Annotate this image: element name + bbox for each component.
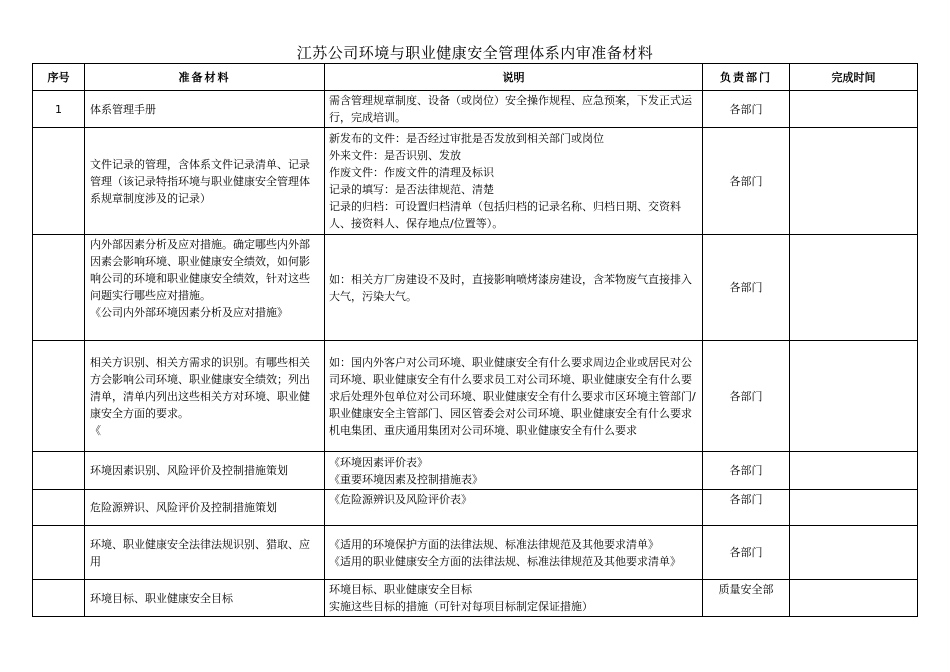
row-done-time: [790, 235, 918, 341]
row-material: [85, 452, 325, 490]
row-seq: [33, 526, 85, 580]
row-material: [85, 91, 325, 128]
description-line: 《适用的职业健康安全方面的法律法规、标准法律规范及其他要求清单》: [329, 554, 681, 568]
description-line: 记录的填写：是否法律规范、清楚: [329, 183, 494, 196]
header-row: [33, 64, 918, 91]
row-seq: [33, 452, 85, 490]
row-seq: [33, 490, 85, 526]
row-done-time: [790, 128, 918, 235]
row-done-time: [790, 580, 918, 617]
page-title: 江苏公司环境与职业健康安全管理体系内审准备材料: [296, 44, 654, 62]
row-done-time: [790, 526, 918, 580]
description-line: 《危险源辨识及风险评价表》: [329, 493, 472, 506]
table-row: [33, 580, 918, 617]
header-material: 准备材料: [85, 64, 325, 91]
row-done-time: [790, 452, 918, 490]
material-line: 危险源辨识、风险评价及控制措施策划: [90, 501, 277, 514]
header-seq: 序号: [33, 64, 85, 91]
material-line: 相关方识别、相关方需求的识别。有哪些相关方会影响公司环境、职业健康安全绩效；列出清单，清单内列出这些相关方对环境、职业健康安全方面的要求。: [90, 355, 310, 420]
description-line: 需含管理规章制度、设备（或岗位）安全操作规程、应急预案，下发正式运行，完成培训。: [329, 94, 692, 124]
header-done-time: 完成时间: [790, 64, 918, 91]
materials-table: [32, 63, 918, 617]
table-row: [33, 526, 918, 580]
row-description: [325, 490, 703, 526]
material-line: 文件记录的管理，含体系文件记录清单、记录管理（该记录特指环境与职业健康安全管理体系规章制度涉及的记录）: [90, 157, 310, 205]
row-dept: 各部门: [703, 128, 790, 235]
table-row: [33, 91, 918, 128]
material-line: 环境目标、职业健康安全目标: [90, 591, 233, 605]
row-material: [85, 490, 325, 526]
row-seq: [33, 235, 85, 341]
description-line: 如：国内外客户对公司环境、职业健康安全有什么要求周边企业或居民对公司环境、职业健康安全有什么要求员工对公司环境、职业健康安全有什么要求后处理外包单位对公司环境、职业健康安全有什么要求市区环境主管部门/职业健康安全主管部门、园区管委会对公司环境、职业健康安全有什么要求机电集团、重庆通用集团对公司环境、职业健康安全有什么要求: [329, 355, 696, 437]
material-line: 《: [90, 423, 101, 437]
row-material: [85, 526, 325, 580]
row-done-time: [790, 91, 918, 128]
row-seq: [33, 128, 85, 235]
description-line: 实施这些目标的措施（可针对每项目标制定保证措施）: [329, 600, 593, 613]
row-seq: 1: [33, 91, 85, 128]
row-material: [85, 128, 325, 235]
table-row: [33, 128, 918, 235]
row-description: [325, 526, 703, 580]
header-description: 说明: [325, 64, 703, 91]
table-row: [33, 341, 918, 452]
row-dept: 各部门: [703, 490, 790, 526]
row-material: [85, 580, 325, 617]
description-line: 记录的归档：可设置归档清单（包括归档的记录名称、归档日期、交资料人、接资料人、保存地点/位置等）。: [329, 200, 681, 230]
row-description: [325, 91, 703, 128]
material-line: 体系管理手册: [90, 102, 156, 116]
row-dept: 各部门: [703, 341, 790, 452]
row-dept: 各部门: [703, 235, 790, 341]
description-line: 外来文件：是否识别、发放: [329, 149, 461, 162]
row-material: [85, 235, 325, 341]
row-seq: [33, 341, 85, 452]
description-line: 新发布的文件：是否经过审批是否发放到相关部门或岗位: [329, 132, 604, 145]
row-dept: 各部门: [703, 91, 790, 128]
row-done-time: [790, 341, 918, 452]
row-description: [325, 452, 703, 490]
row-description: [325, 128, 703, 235]
description-line: 《适用的环境保护方面的法律法规、标准法律规范及其他要求清单》: [329, 537, 659, 551]
material-line: 《公司内外部环境因素分析及应对措施》: [90, 306, 288, 319]
row-dept: 质量安全部: [703, 580, 790, 617]
description-line: 《重要环境因素及控制措施表》: [329, 472, 483, 486]
row-dept: 各部门: [703, 452, 790, 490]
table-row: [33, 235, 918, 341]
material-line: 环境因素识别、风险评价及控制措施策划: [90, 464, 288, 477]
description-line: 环境目标、职业健康安全目标: [329, 583, 472, 596]
table-row: [33, 452, 918, 490]
row-seq: [33, 580, 85, 617]
row-dept: 各部门: [703, 526, 790, 580]
table-row: [33, 490, 918, 526]
header-dept: 负责部门: [703, 64, 790, 91]
description-line: 《环境因素评价表》: [329, 455, 428, 469]
material-line: 环境、职业健康安全法律法规识别、猎取、应用: [90, 537, 310, 568]
row-description: [325, 341, 703, 452]
row-description: [325, 235, 703, 341]
row-material: [85, 341, 325, 452]
row-description: [325, 580, 703, 617]
description-line: 如：相关方厂房建设不及时，直接影响喷烤漆房建设，含苯物废气直接排入大气，污染大气。: [329, 272, 692, 303]
row-done-time: [790, 490, 918, 526]
material-line: 内外部因素分析及应对措施。确定哪些内外部因素会影响环境、职业健康安全绩效，如何影响公司的环境和职业健康安全绩效，针对这些问题实行哪些应对措施。: [90, 238, 310, 302]
description-line: 作废文件：作废文件的清理及标识: [329, 166, 494, 179]
